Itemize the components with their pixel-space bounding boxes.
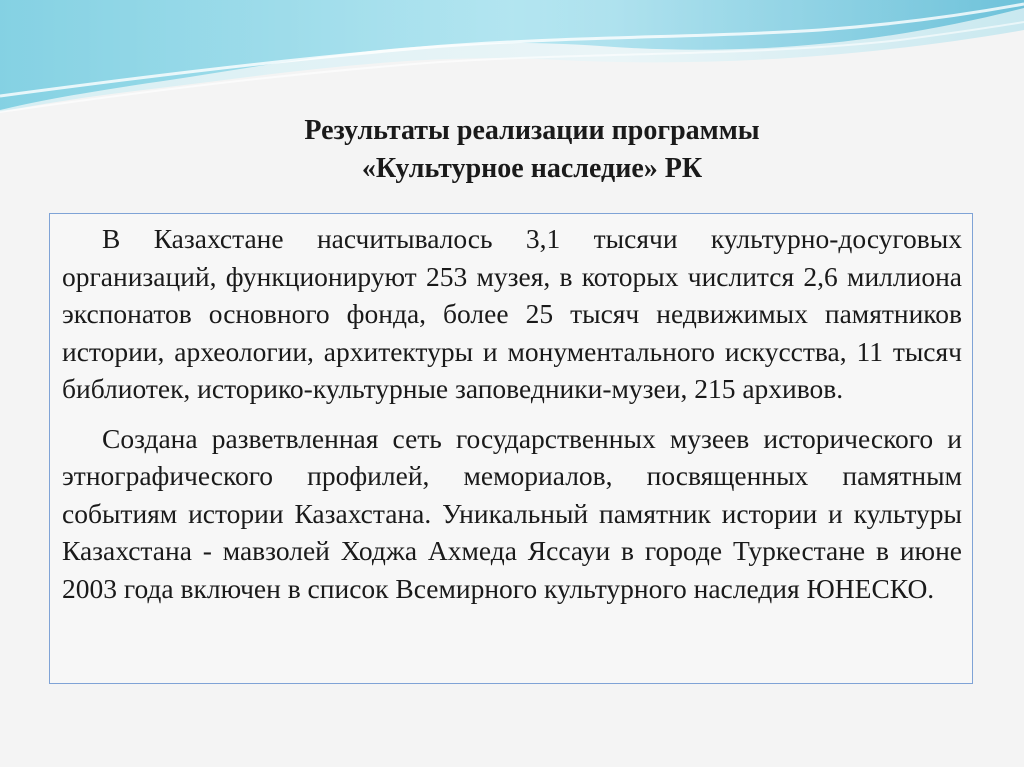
page-title-line-1: Результаты реализации программы [304, 115, 760, 146]
page-title [0, 112, 1024, 188]
content-box [49, 213, 973, 684]
page-title-line-2: «Культурное наследие» РК [361, 153, 703, 184]
decorative-wave-header [0, 0, 1024, 120]
paragraph-1: В Казахстане насчитывалось 3,1 тысячи культурно-досуговых организаций, функционируют 253 музея, в которых числится 2,6 миллиона экспонатов основного фонда, более 25 тысяч недвижимых памятников истории, археологии, архитектуры и монументального искусства, 11 тысяч библиотек, историко-культурные заповедники-музеи, 215 архивов. [62, 223, 962, 404]
paragraph-2: Создана разветвленная сеть государственных музеев исторического и этнографического профилей, мемориалов, посвященных памятным событиям истории Казахстана. Уникальный памятник истории и культуры Казахстана - мавзолей Ходжа Ахмеда Яссауи в городе Туркестане в июне 2003 года включен в список Всемирного культурного наследия ЮНЕСКО. [62, 422, 962, 604]
wave-band-light [0, 0, 1024, 112]
